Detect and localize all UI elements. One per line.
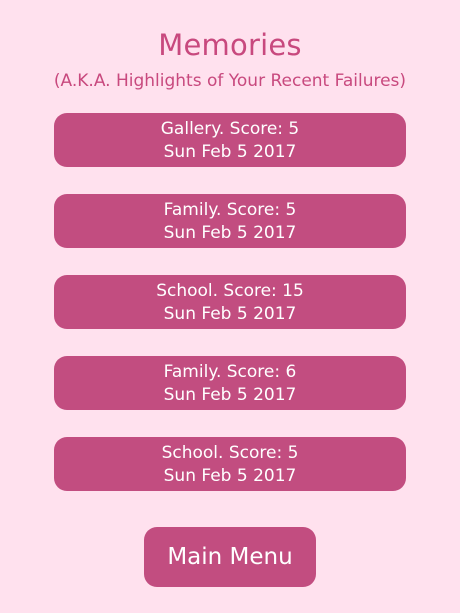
memory-item-date: Sun Feb 5 2017	[163, 142, 297, 162]
memory-item-family-2[interactable]	[54, 356, 406, 410]
memory-item-label: School. Score: 5	[161, 443, 299, 463]
memory-item-school-1[interactable]	[54, 275, 406, 329]
memory-item-label: Family. Score: 5	[163, 200, 297, 220]
page-subtitle: (A.K.A. Highlights of Your Recent Failures)	[53, 71, 407, 91]
memory-item-date: Sun Feb 5 2017	[163, 385, 297, 405]
memory-item-label: School. Score: 15	[156, 281, 304, 301]
memory-item-date: Sun Feb 5 2017	[163, 304, 297, 324]
memory-item-label: Family. Score: 6	[163, 362, 297, 382]
memory-item-label: Gallery. Score: 5	[160, 119, 300, 139]
memories-list	[54, 113, 406, 518]
memory-item-date: Sun Feb 5 2017	[163, 466, 297, 486]
memory-item-school-2[interactable]	[54, 437, 406, 491]
memory-item-date: Sun Feb 5 2017	[163, 223, 297, 243]
page-title: Memories	[158, 28, 302, 62]
memory-item-family-1[interactable]	[54, 194, 406, 248]
main-menu-button[interactable]: Main Menu	[144, 527, 316, 587]
memory-item-gallery-1[interactable]	[54, 113, 406, 167]
